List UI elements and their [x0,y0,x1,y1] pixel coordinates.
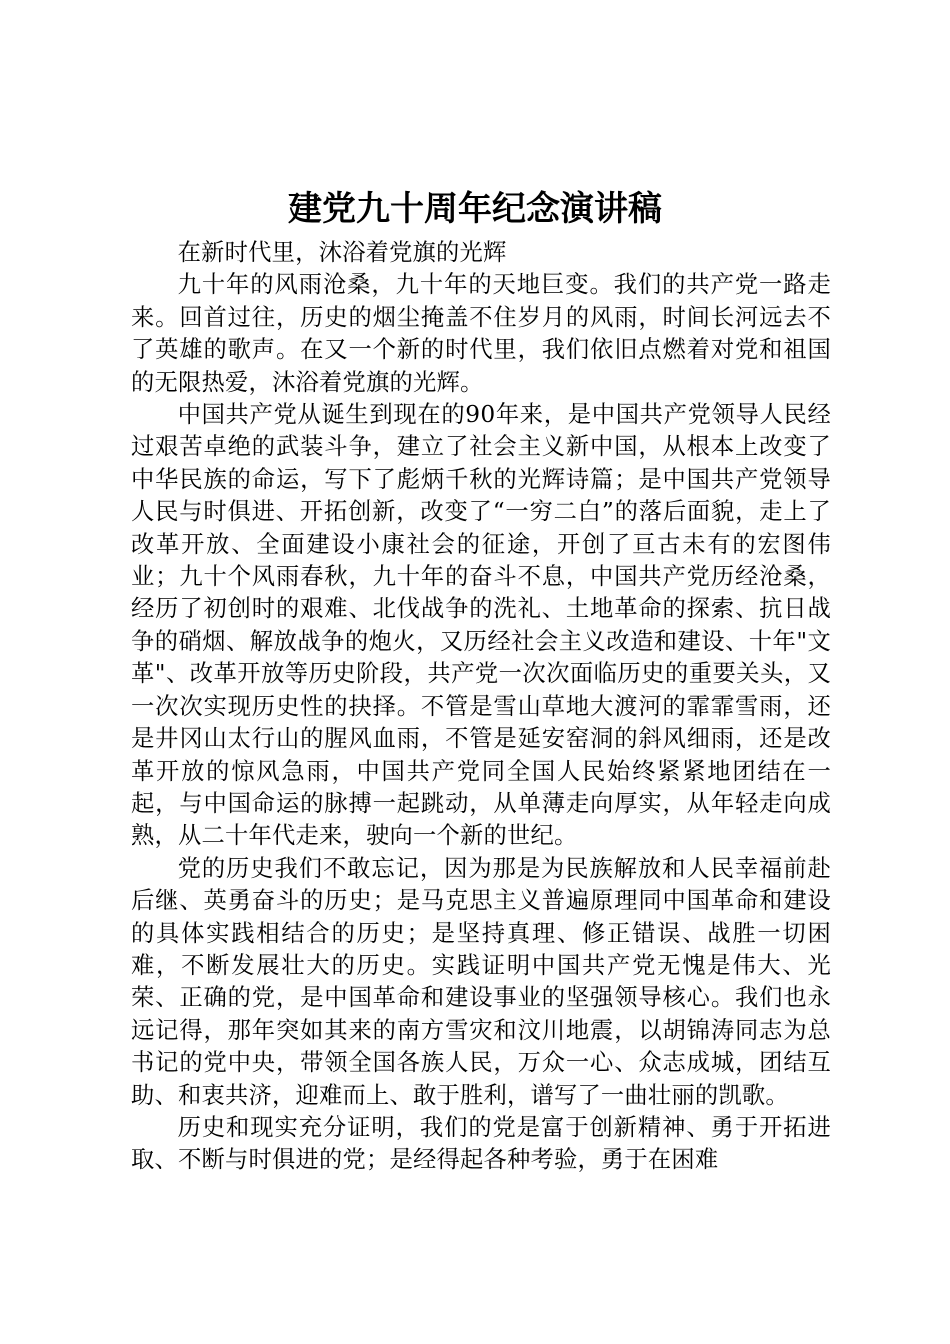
paragraph: 九十年的风雨沧桑，九十年的天地巨变。我们的共产党一路走来。回首过往，历史的烟尘掩盖不住岁月的风雨，时间长河远去不了英雄的歌声。在又一个新的时代里，我们依旧点燃着对党和祖国的无限热爱，沐浴着党旗的光辉。 [131,271,831,396]
paragraph: 在新时代里，沐浴着党旗的光辉 [177,239,507,266]
paragraph: 中国共产党从诞生到现在的90年来，是中国共产党领导人民经过艰苦卓绝的武装斗争，建立了社会主义新中国，从根本上改变了中华民族的命运，写下了彪炳千秋的光辉诗篇；是中国共产党领导人民与时俱进、开拓创新，改变了“一穷二白”的落后面貌，走上了改革开放、全面建设小康社会的征途，开创了亘古未有的宏图伟业；九十个风雨春秋，九十年的奋斗不息，中国共产党历经沧桑，经历了初创时的艰难、北伐战争的洗礼、土地革命的探索、抗日战争的硝烟、解放战争的炮火，又历经社会主义改造和建设、十年"文革"、改革开放等历史阶段，共产党一次次面临历史的重要关头，又一次次实现历史性的抉择。不管是雪山草地大渡河的霏霏雪雨，还是井冈山太行山的腥风血雨，不管是延安窑洞的斜风细雨，还是改革开放的惊风急雨，中国共产党同全国人民始终紧紧地团结在一起，与中国命运的脉搏一起跳动，从单薄走向厚实，从年轻走向成熟，从二十年代走来，驶向一个新的世纪。 [131,401,831,850]
document-title: 建党九十周年纪念演讲稿 [288,189,662,229]
document-body [131,237,831,1177]
paragraph: 历史和现实充分证明，我们的党是富于创新精神、勇于开拓进取、不断与时俱进的党；是经得起各种考验，勇于在困难 [131,1113,831,1174]
paragraph: 党的历史我们不敢忘记，因为那是为民族解放和人民幸福前赴后继、英勇奋斗的历史；是马克思主义普遍原理同中国革命和建设的具体实践相结合的历史；是坚持真理、修正错误、战胜一切困难，不断发展壮大的历史。实践证明中国共产党无愧是伟大、光荣、正确的党，是中国革命和建设事业的坚强领导核心。我们也永远记得，那年突如其来的南方雪灾和汶川地震，以胡锦涛同志为总书记的党中央，带领全国各族人民，万众一心、众志成城，团结互助、和衷共济，迎难而上、敢于胜利，谱写了一曲壮丽的凯歌。 [131,854,831,1109]
